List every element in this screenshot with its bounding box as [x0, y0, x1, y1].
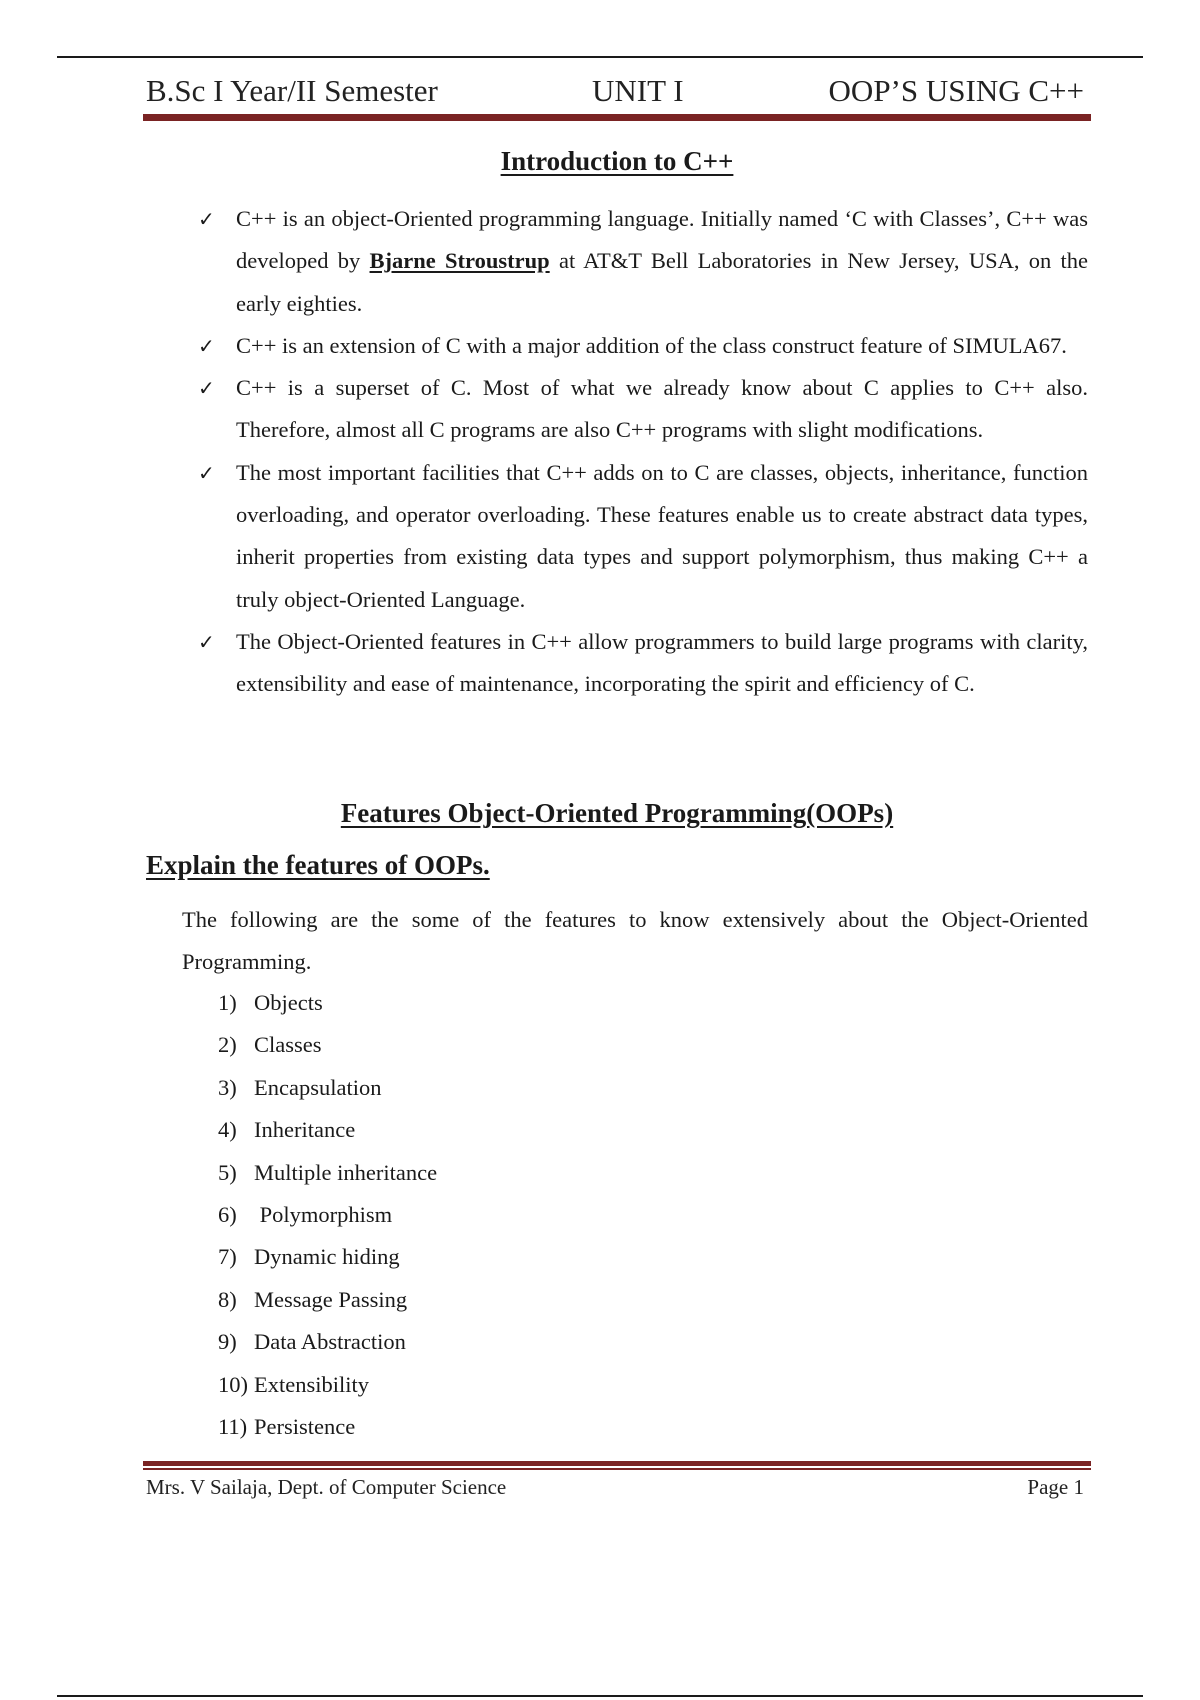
- list-number: 4): [218, 1117, 237, 1143]
- checkmark-icon: ✓: [198, 376, 215, 401]
- list-item: [218, 1067, 818, 1109]
- list-number: 11): [218, 1414, 248, 1440]
- list-number: 3): [218, 1074, 237, 1100]
- header-unit: UNIT I: [592, 73, 684, 108]
- top-border-rule: [57, 56, 1143, 58]
- list-label: Polymorphism: [254, 1202, 393, 1228]
- bullet-item: [196, 621, 1088, 706]
- author-name: Bjarne Stroustrup: [369, 248, 550, 274]
- features-list: [218, 982, 818, 1448]
- list-label: Message Passing: [254, 1286, 408, 1312]
- list-label: Encapsulation: [254, 1074, 382, 1100]
- question-heading: Explain the features of OOPs.: [146, 850, 490, 880]
- page-footer: [146, 1475, 1084, 1500]
- bottom-border-rule: [57, 1695, 1143, 1697]
- list-item: [218, 1194, 818, 1236]
- checkmark-icon: ✓: [198, 460, 215, 485]
- list-item: [218, 1152, 818, 1194]
- list-item: [218, 1236, 818, 1278]
- list-label: Extensibility: [254, 1371, 369, 1397]
- bullet-text: C++ is an extension of C with a major addition of the class construct feature of SIMULA67.: [236, 332, 1067, 358]
- list-number: 7): [218, 1244, 237, 1270]
- bullet-text: The most important facilities that C++ adds on to C are classes, objects, inheritance, function overloading, and operator overloading. These features enable us to create abstract data types, inherit properties from existing data types and support polymorphism, thus making C++ a truly object-Oriented Language.: [236, 459, 1088, 612]
- list-item: [218, 1024, 818, 1066]
- list-number: 5): [218, 1159, 237, 1185]
- checkmark-icon: ✓: [198, 629, 215, 654]
- footer-author: Mrs. V Sailaja, Dept. of Computer Science: [146, 1475, 507, 1499]
- list-label: Data Abstraction: [254, 1329, 406, 1355]
- bullet-item: [196, 325, 1088, 367]
- page-number: Page 1: [1027, 1475, 1084, 1499]
- footer-rule-thin: [143, 1468, 1091, 1470]
- bullet-item: [196, 367, 1088, 452]
- list-number: 10): [218, 1371, 248, 1397]
- list-number: 1): [218, 990, 237, 1015]
- list-item: [218, 1109, 818, 1151]
- intro-bullet-list: [196, 198, 1088, 706]
- list-item: [218, 1321, 818, 1363]
- header-course: B.Sc I Year/II Semester: [146, 73, 438, 108]
- list-number: 2): [218, 1032, 237, 1058]
- list-label: Objects: [254, 990, 323, 1015]
- list-label: Dynamic hiding: [254, 1244, 400, 1270]
- list-label: Persistence: [254, 1414, 356, 1440]
- features-intro: The following are the some of the features to know extensively about the Object-Oriented Programming.: [182, 907, 1088, 975]
- bullet-text: at AT&T Bell Laboratories in New Jersey, USA, on the early eighties.: [236, 248, 1089, 316]
- list-number: 9): [218, 1329, 237, 1355]
- list-item: [218, 1364, 818, 1406]
- list-item: [218, 1406, 818, 1448]
- list-label: Multiple inheritance: [254, 1159, 438, 1185]
- checkmark-icon: ✓: [198, 207, 215, 231]
- list-item: [218, 982, 818, 1024]
- list-item: [218, 1279, 818, 1321]
- list-number: 6): [218, 1202, 237, 1228]
- checkmark-icon: ✓: [198, 333, 215, 358]
- header-rule: [143, 114, 1091, 121]
- list-label: Classes: [254, 1032, 322, 1058]
- footer-rule: [143, 1461, 1091, 1466]
- page-header: [146, 73, 1090, 113]
- features-title: Features Object-Oriented Programming(OOPs): [340, 798, 894, 828]
- list-number: 8): [218, 1286, 237, 1312]
- list-label: Inheritance: [254, 1117, 356, 1143]
- bullet-item: [196, 198, 1088, 325]
- header-subject: OOP’S USING C++: [828, 73, 1084, 108]
- intro-title: Introduction to C++: [500, 146, 734, 176]
- bullet-text: C++ is a superset of C. Most of what we already know about C applies to C++ also. Therefore, almost all C programs are also C++ programs with slight modifications.: [236, 375, 1088, 443]
- bullet-text: C++ is an object-Oriented programming language. Initially named ‘C with Classes’, C++ was developed by: [236, 206, 1088, 274]
- bullet-text: The Object-Oriented features in C++ allow programmers to build large programs with clarity, extensibility and ease of maintenance, incorporating the spirit and efficiency of C.: [236, 628, 1088, 697]
- bullet-item: [196, 452, 1088, 621]
